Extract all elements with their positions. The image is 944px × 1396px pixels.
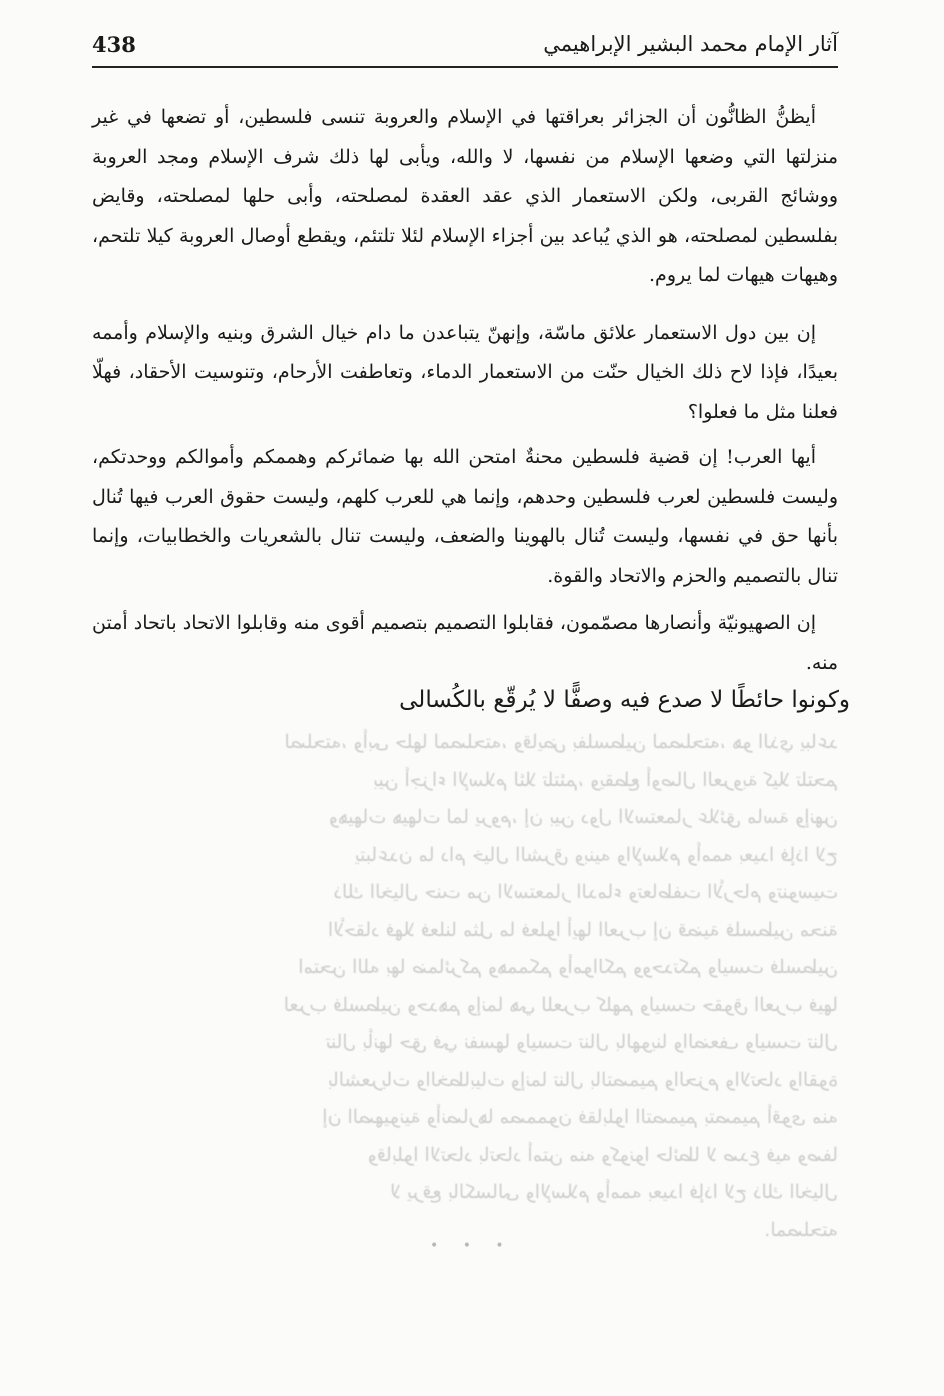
paragraph: أيها العرب! إن قضية فلسطين محنةٌ امتحن الله بها ضمائركم وهممكم وأموالكم ووحدتكم، وليست فلسطين لعرب فلسطين وحدهم، وإنما هي للعرب كلهم، وليست حقوق العرب فيها تُنال بأنها حق في نفسها، وليست تُنال بالهوينا والضعف، وليست تنال بالشعريات والخطابيات، وإنما تنال بالتصميم والحزم والاتحاد والقوة. bbox=[92, 446, 838, 587]
show-through-line: وقابلوا الاتحاد باتحاد أمتن منه وكونوا حائطا لا صدع فيه وصفا bbox=[367, 1143, 838, 1166]
page-number: 438 bbox=[92, 32, 136, 57]
paragraph: إن الصهيونيّة وأنصارها مصمّمون، فقابلوا التصميم بتصميم أقوى منه وقابلوا الاتحاد باتحاد أمتن منه. bbox=[92, 612, 838, 674]
show-through-line: لا يرقع بالكسالى والإسلام وأممه بعيدا فإذا لاح ذلك الخيال bbox=[389, 1181, 838, 1203]
show-through-line: لمصلحته. bbox=[764, 1218, 838, 1241]
paragraph: أيظنُّ الظانُّون أن الجزائر بعراقتها في الإسلام والعروبة تنسى فلسطين، أو تضعها في غير منزلتها التي وضعها الإسلام من نفسها، لا والله، ويأبى لها ذلك شرف الإسلام ومجد العروبة ووشائج القربى، ولكن الاستعمار الذي عقد العقدة لمصلحته، وأبى حلها لمصلحته، وقايض بفلسطين لمصلحته، هو الذي يُباعد بين أجزاء الإسلام لئلا تلتئم، ويقطع أوصال العروبة كيلا تلتحم، وهيهات هيهات لما يروم. bbox=[92, 106, 838, 286]
show-through-line: تنال بأنها حق في نفسها وليست تنال بالهوينا والضعف وليست تنال bbox=[325, 1031, 838, 1053]
running-title: آثار الإمام محمد البشير الإبراهيمي bbox=[543, 32, 838, 56]
show-through-line: ذلك الخيال حنت من الاستعمار الدماء وتعاطفت الأرحام وتنوسيت bbox=[333, 881, 838, 903]
show-through-line: بين أجزاء الإسلام لئلا تلتئم، ويقطع أوصال العروبة كيلا تلتحم bbox=[372, 768, 838, 791]
show-through-line: امتحن الله بها ضمائركم وهممكم وأموالكم ووحدتكم وليست فلسطين bbox=[298, 956, 838, 978]
page-ornament-dots: • • • bbox=[430, 1238, 514, 1254]
page-header bbox=[92, 28, 838, 68]
show-through-line: إن الصهيونية وأنصارها مصممون فقابلوا التصميم بتصميم أقوى منه bbox=[322, 1106, 838, 1128]
paragraph: إن بين دول الاستعمار علائق ماسّة، وإنهنّ يتباعدن ما دام خيال الشرق وبنيه والإسلام وأممه بعيدًا، فإذا لاح ذلك الخيال حنّت من الاستعمار الدماء، وتعاطفت الأرحام، وتنوسيت الأحقاد، فهلّا فعلنا مثل ما فعلوا؟ bbox=[92, 321, 838, 423]
show-through-line: وهيهات هيهات لما يروم، إن بين دول الاستعمار علائق ماسة وإنهن bbox=[328, 806, 838, 828]
show-through-line: الأحقاد فهلا فعلنا مثل ما فعلوا أيها العرب إن قضية فلسطين محنة bbox=[327, 918, 838, 941]
show-through-line: لصلحته، وأبى حلها لمصلحته، وقايض بفلسطين لمصلحته، هو الذي يباعد bbox=[284, 731, 838, 753]
show-through-text bbox=[92, 724, 838, 1249]
poetry-verse: وكونوا حائطًا لا صدع فيه وصفًّا لا يُرقّع بالكُسالى bbox=[399, 687, 850, 713]
show-through-line: بالشعريات والخطابيات وإنما تنال بالتصميم والحزم والاتحاد والقوة bbox=[327, 1068, 838, 1091]
show-through-line: يتباعدن ما دام خيال الشرق وبنيه والإسلام وأممه بعيدا فإذا لاح bbox=[354, 843, 838, 866]
body-text bbox=[92, 98, 838, 683]
show-through-line: لعرب فلسطين وحدهم وإنما هي للعرب كلهم وليست حقوق العرب فيها bbox=[283, 993, 838, 1016]
